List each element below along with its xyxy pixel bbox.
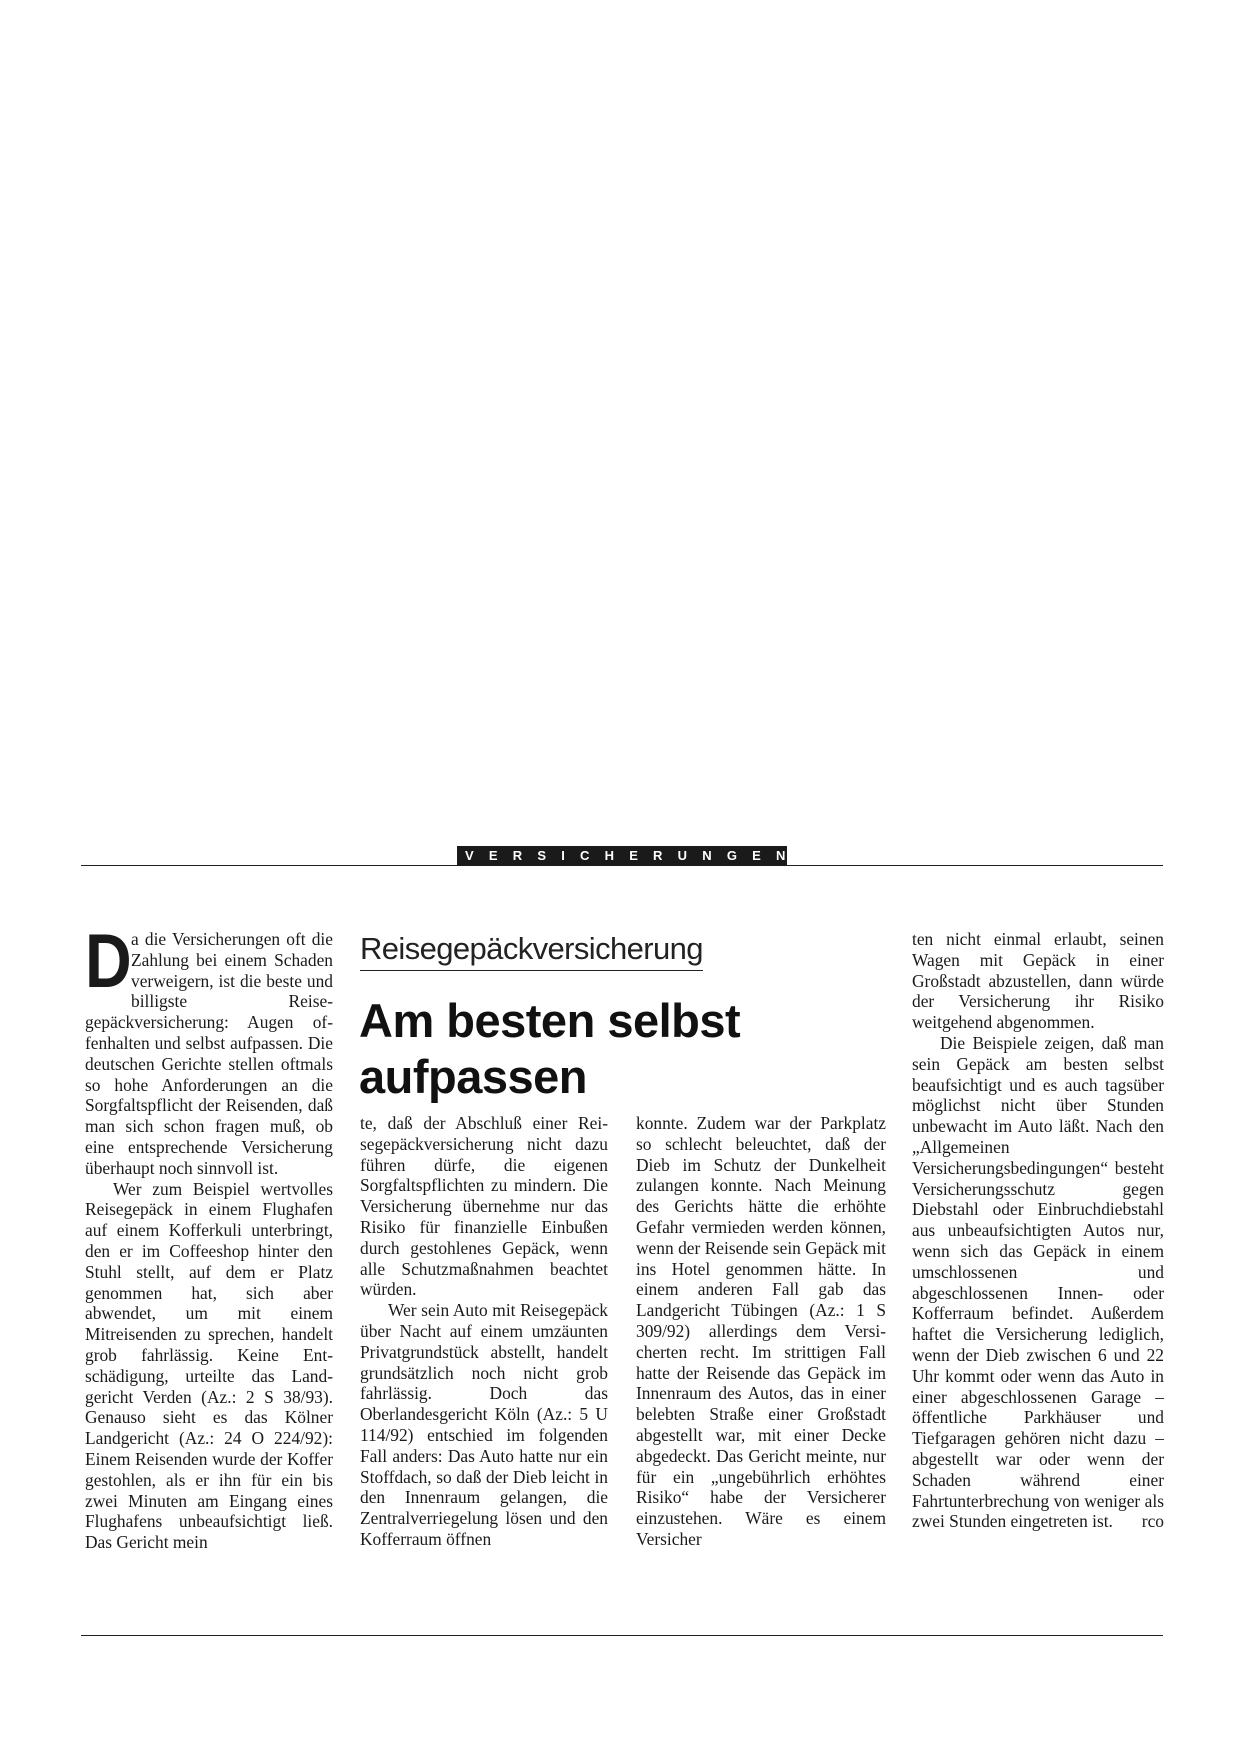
section-rubric: VERSICHERUNGEN	[457, 846, 787, 866]
article-column-1	[85, 919, 333, 1553]
article-column-3	[636, 1113, 886, 1550]
article-headline: Am besten selbst aufpassen	[359, 994, 741, 1103]
article-column-4	[912, 929, 1164, 1532]
paragraph: ten nicht einmal erlaubt, seinen Wagen mit Gepäck in einer Großstadt abzustellen, dann würde der Versicherung ihr Risiko weitgehend abgenommen.	[912, 929, 1164, 1033]
paragraph: te, daß der Abschluß einer Reisegepäckversicherung nicht dazu führen dürfe, die eigenen Sorgfaltspflichten zu mindern. Die Versicherung übernehme nur das Risiko für finanzielle Einbußen durch gestohlenes Gepäck, wenn alle Schutzmaßnahmen beachtet würden.	[360, 1113, 608, 1300]
paragraph: Wer sein Auto mit Reisegepäck über Nacht auf einem umzäunten Privatgrundstück abstellt, handelt grundsätzlich noch nicht grob fahrlässig. Doch das Oberlandesgericht Köln (Az.: 5 U 114/92) entschied im folgenden Fall anders: Das Auto hatte nur ein Stoffdach, so daß der Dieb leicht in den Innenraum gelangen, die Zentralverriegelung lösen und den Kofferraum öffnen	[360, 1300, 608, 1549]
author-initials: rco	[1141, 1511, 1164, 1532]
drop-cap: D	[85, 919, 132, 1004]
paragraph	[85, 919, 333, 1179]
paragraph	[912, 1033, 1164, 1532]
paragraph-text: a die Versicherungen oft die Zahlung bei einem Schaden verweigern, ist die beste und billigste Reisegepäckversicherung: Augen offenhalten und selbst aufpassen. Die deutschen Gerichte stellen oftmals so hohe Anforderungen an die Sorgfaltspflicht der Reisenden, daß man sich schon fragen muß, ob eine entsprechende Versicherung überhaupt noch sinnvoll ist.	[85, 929, 333, 1178]
article-kicker: Reisegepäckversicherung	[360, 930, 703, 971]
paragraph: konnte. Zudem war der Parkplatz so schlecht beleuchtet, daß der Dieb im Schutz der Dunkelheit zulangen konnte. Nach Meinung des Gerichts hätte die erhöhte Gefahr vermieden werden können, wenn der Reisende sein Gepäck mit ins Hotel genommen hätte. In einem anderen Fall gab das Landgericht Tübingen (Az.: 1 S 309/92) allerdings dem Versicherten recht. Im strittigen Fall hatte der Reisende das Gepäck im Innenraum des Autos, das in einer belebten Straße einer Großstadt abgestellt war, mit einer Decke abgedeckt. Das Gericht meinte, nur für ein „ungebührlich erhöhtes Risiko“ habe der Versicherer einzustehen. Wäre es einem Versicher	[636, 1113, 886, 1549]
bottom-rule	[81, 1635, 1163, 1636]
paragraph: Wer zum Beispiel wertvolles Reisegepäck in einem Flughafen auf einem Kofferkuli unterbringt, den er im Coffeeshop hinter den Stuhl stellt, auf dem er Platz genommen hat, sich aber abwendet, um mit einem Mitreisenden zu sprechen, handelt grob fahrlässig. Keine Entschädigung, urteilte das Landgericht Verden (Az.: 2 S 38/93). Genauso sieht es das Kölner Landgericht (Az.: 24 O 224/92): Einem Reisenden wurde der Koffer gestohlen, als er ihn für ein bis zwei Minuten am Eingang eines Flughafens unbeaufsichtigt ließ. Das Gericht mein	[85, 1178, 333, 1553]
article-column-2	[360, 1113, 608, 1550]
paragraph-text: Die Beispiele zeigen, daß man sein Gepäck am besten selbst beaufsichtigt und es auch tagsüber möglichst nicht über Stunden unbewacht im Auto läßt. Nach den „Allgemeinen Versicherungsbedingungen“ besteht Versicherungsschutz gegen Diebstahl oder Einbruchdiebstahl aus unbeaufsichtigten Autos nur, wenn sich das Gepäck in einem umschlossenen und abgeschlossenen Innen- oder Kofferraum befindet. Außerdem haftet die Versicherung lediglich, wenn der Dieb zwischen 6 und 22 Uhr kommt oder wenn das Auto in einer abgeschlossenen Garage – öffentliche Parkhäuser und Tiefgaragen gehören nicht dazu – abgestellt war oder wenn der Schaden während einer Fahrtunterbrechung von weniger als zwei Stunden eingetreten ist.	[912, 1032, 1164, 1532]
